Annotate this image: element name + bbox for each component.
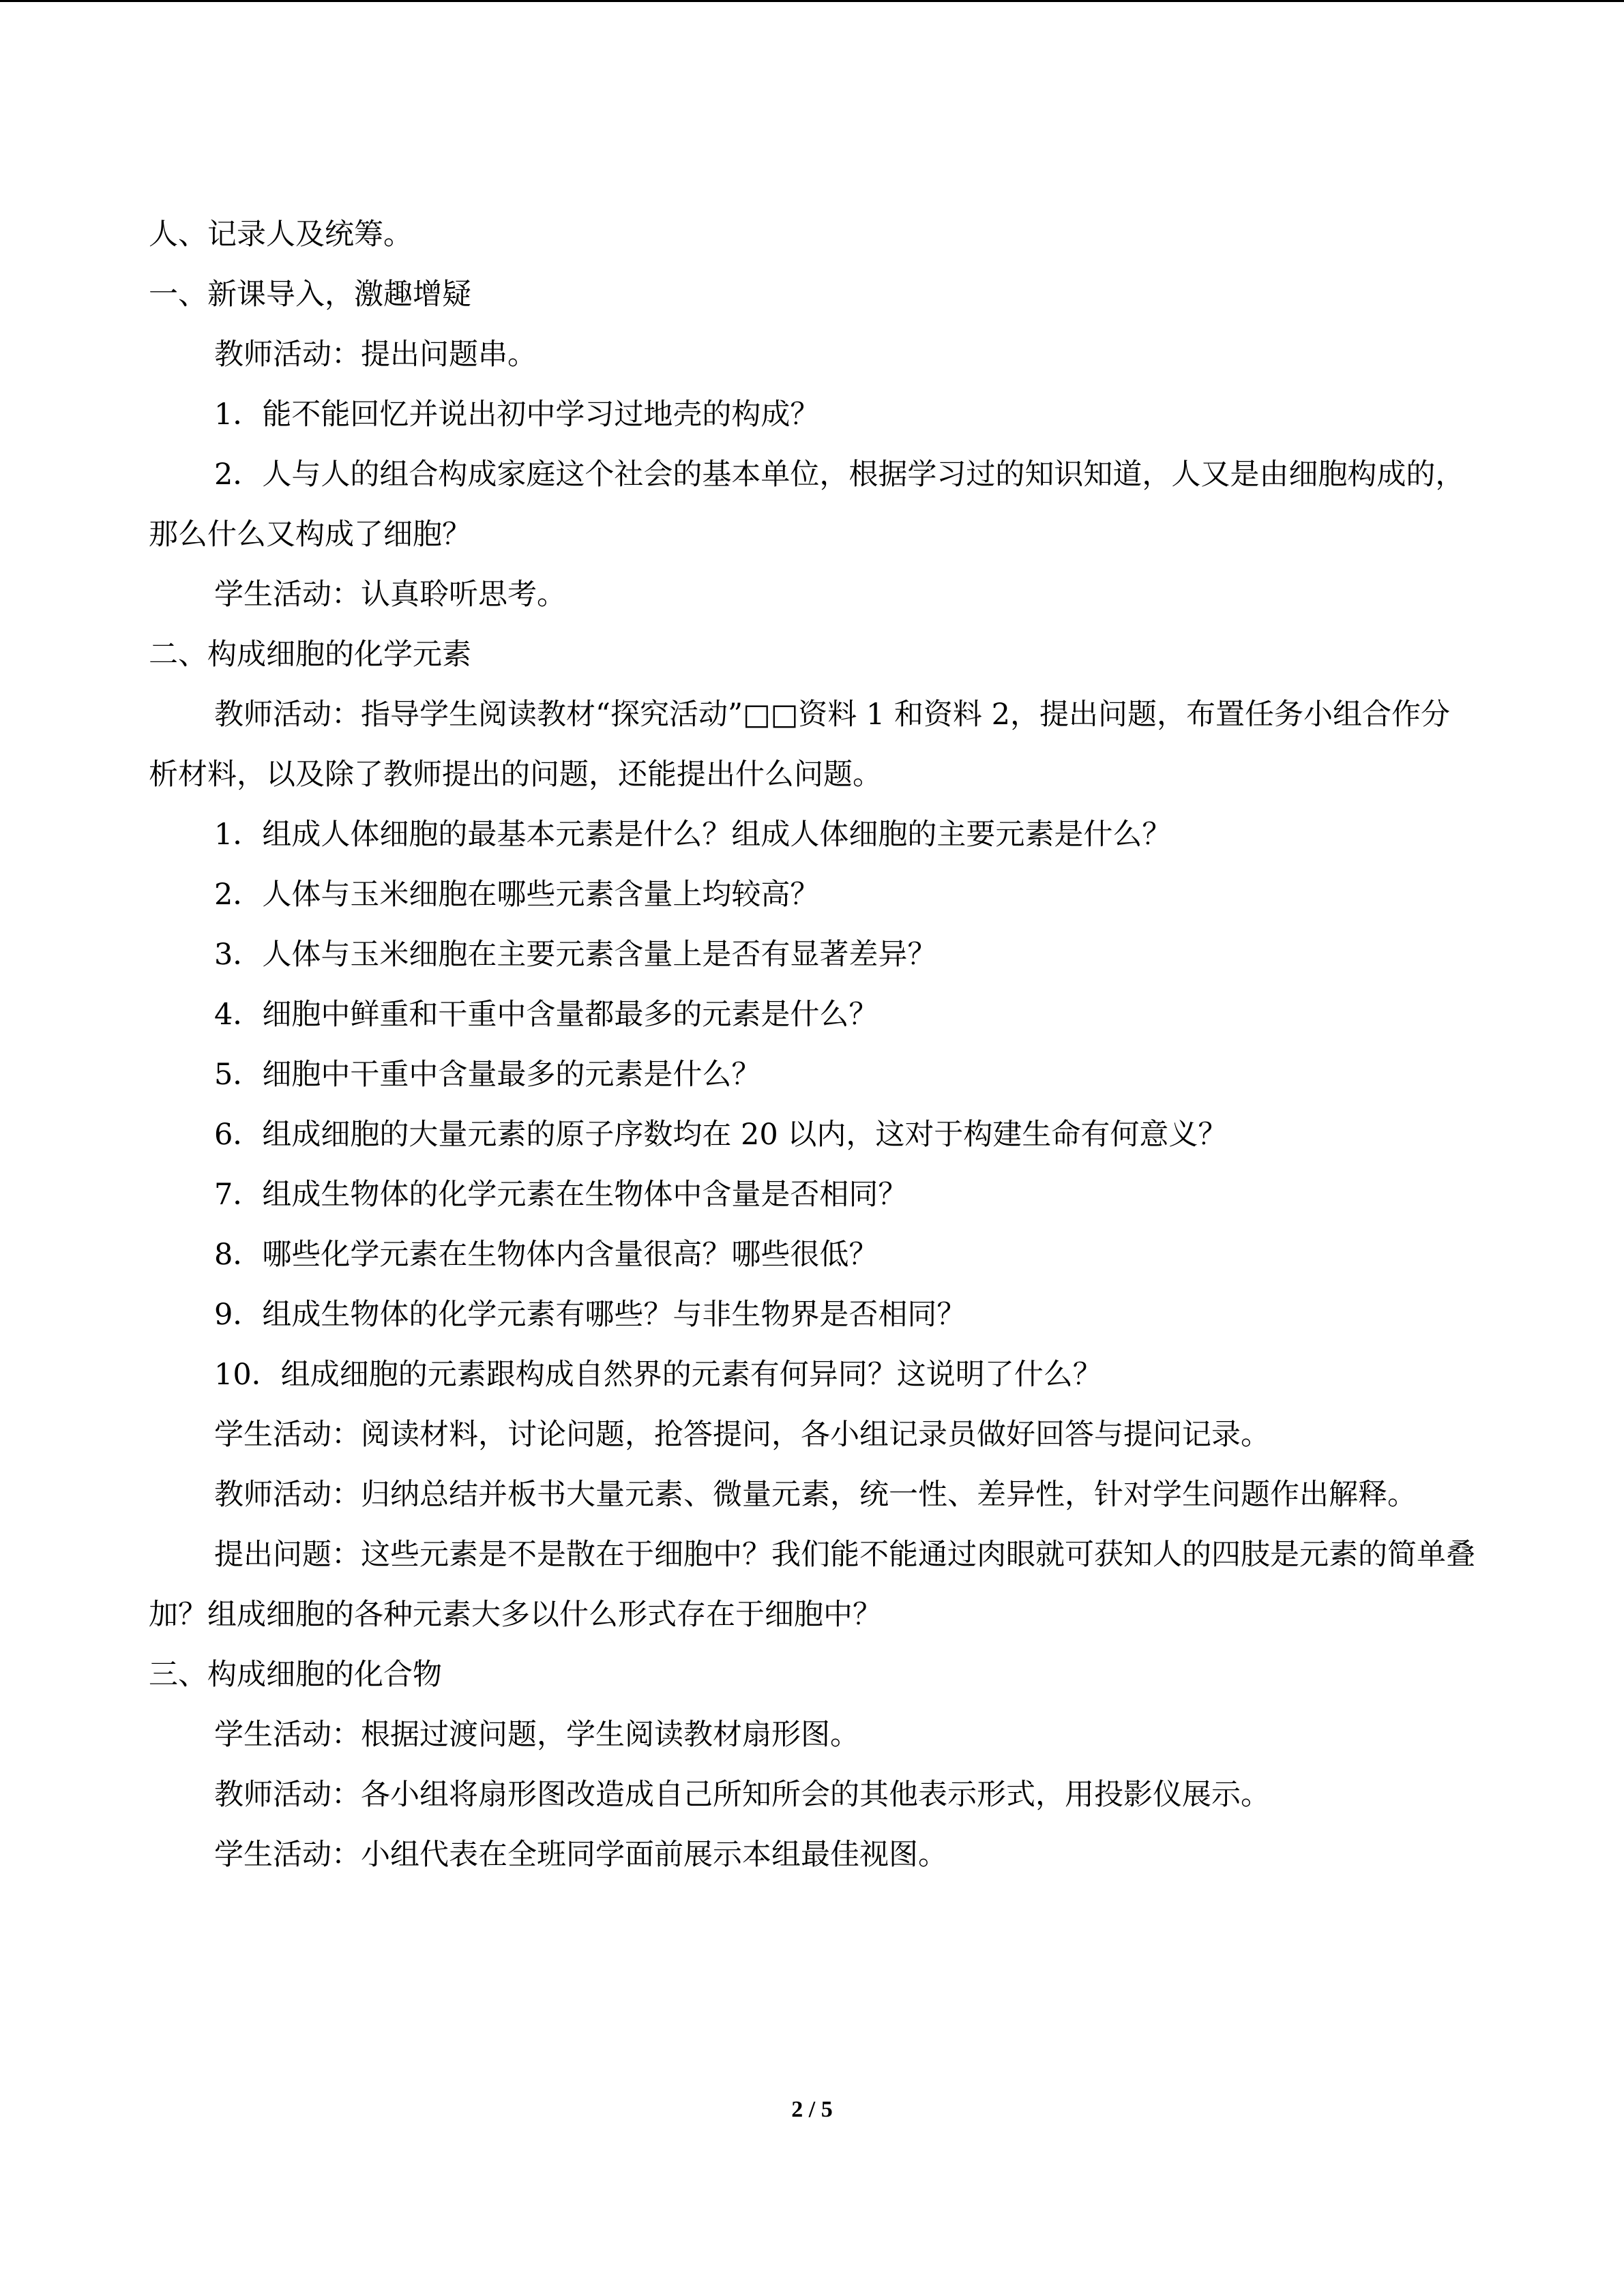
question-item: 6．组成细胞的大量元素的原子序数均在 20 以内，这对于构建生命有何意义？ xyxy=(214,1118,1228,1152)
top-border-rule xyxy=(0,0,1624,2)
question-item: 8．哪些化学元素在生物体内含量很高？哪些很低？ xyxy=(214,1238,879,1272)
question-item: 10．组成细胞的元素跟构成自然界的元素有何异同？这说明了什么？ xyxy=(214,1358,1102,1392)
question-item: 3．人体与玉米细胞在主要元素含量上是否有显著差异？ xyxy=(214,938,937,972)
question-item: 2．人体与玉米细胞在哪些元素含量上均较高？ xyxy=(214,878,820,912)
paragraph-line: 教师活动：各小组将扇形图改造成自己所知所会的其他表示形式，用投影仪展示。 xyxy=(214,1778,1270,1812)
section-heading-3: 三、构成细胞的化合物 xyxy=(149,1658,442,1692)
question-item: 7．组成生物体的化学元素在生物体中含量是否相同？ xyxy=(214,1178,908,1212)
paragraph-line: 学生活动：根据过渡问题，学生阅读教材扇形图。 xyxy=(214,1718,859,1752)
question-item: 9．组成生物体的化学元素有哪些？与非生物界是否相同？ xyxy=(214,1298,966,1332)
section-heading-1: 一、新课导入，激趣增疑 xyxy=(149,278,471,312)
paragraph-line: 学生活动：小组代表在全班同学面前展示本组最佳视图。 xyxy=(214,1838,947,1872)
question-item: 1．组成人体细胞的最基本元素是什么？组成人体细胞的主要元素是什么？ xyxy=(214,818,1172,852)
question-item: 2．人与人的组合构成家庭这个社会的基本单位，根据学习过的知识知道，人又是由细胞构成的，那么什么又构成了细胞？ xyxy=(149,458,1465,552)
paragraph-line: 教师活动：提出问题串。 xyxy=(214,338,537,372)
paragraph-line: 教师活动：指导学生阅读教材“探究活动”□□资料 1 和资料 2，提出问题，布置任务小组合作分析材料，以及除了教师提出的问题，还能提出什么问题。 xyxy=(149,698,1450,792)
document-body xyxy=(149,205,1475,1885)
paragraph-line: 提出问题：这些元素是不是散在于细胞中？我们能不能通过肉眼就可获知人的四肢是元素的简单叠加？组成细胞的各种元素大多以什么形式存在于细胞中？ xyxy=(149,1538,1475,1632)
page-number: 2 / 5 xyxy=(791,2097,833,2122)
question-item: 4．细胞中鲜重和干重中含量都最多的元素是什么？ xyxy=(214,998,879,1032)
paragraph-line: 教师活动：归纳总结并板书大量元素、微量元素，统一性、差异性，针对学生问题作出解释。 xyxy=(214,1478,1417,1512)
paragraph-line: 人、记录人及统筹。 xyxy=(149,218,413,252)
paragraph-line: 学生活动：阅读材料，讨论问题，抢答提问，各小组记录员做好回答与提问记录。 xyxy=(214,1418,1270,1452)
question-item: 1．能不能回忆并说出初中学习过地壳的构成？ xyxy=(214,398,820,432)
paragraph-line: 学生活动：认真聆听思考。 xyxy=(214,578,566,612)
section-heading-2: 二、构成细胞的化学元素 xyxy=(149,638,471,672)
question-item: 5．细胞中干重中含量最多的元素是什么？ xyxy=(214,1058,761,1092)
